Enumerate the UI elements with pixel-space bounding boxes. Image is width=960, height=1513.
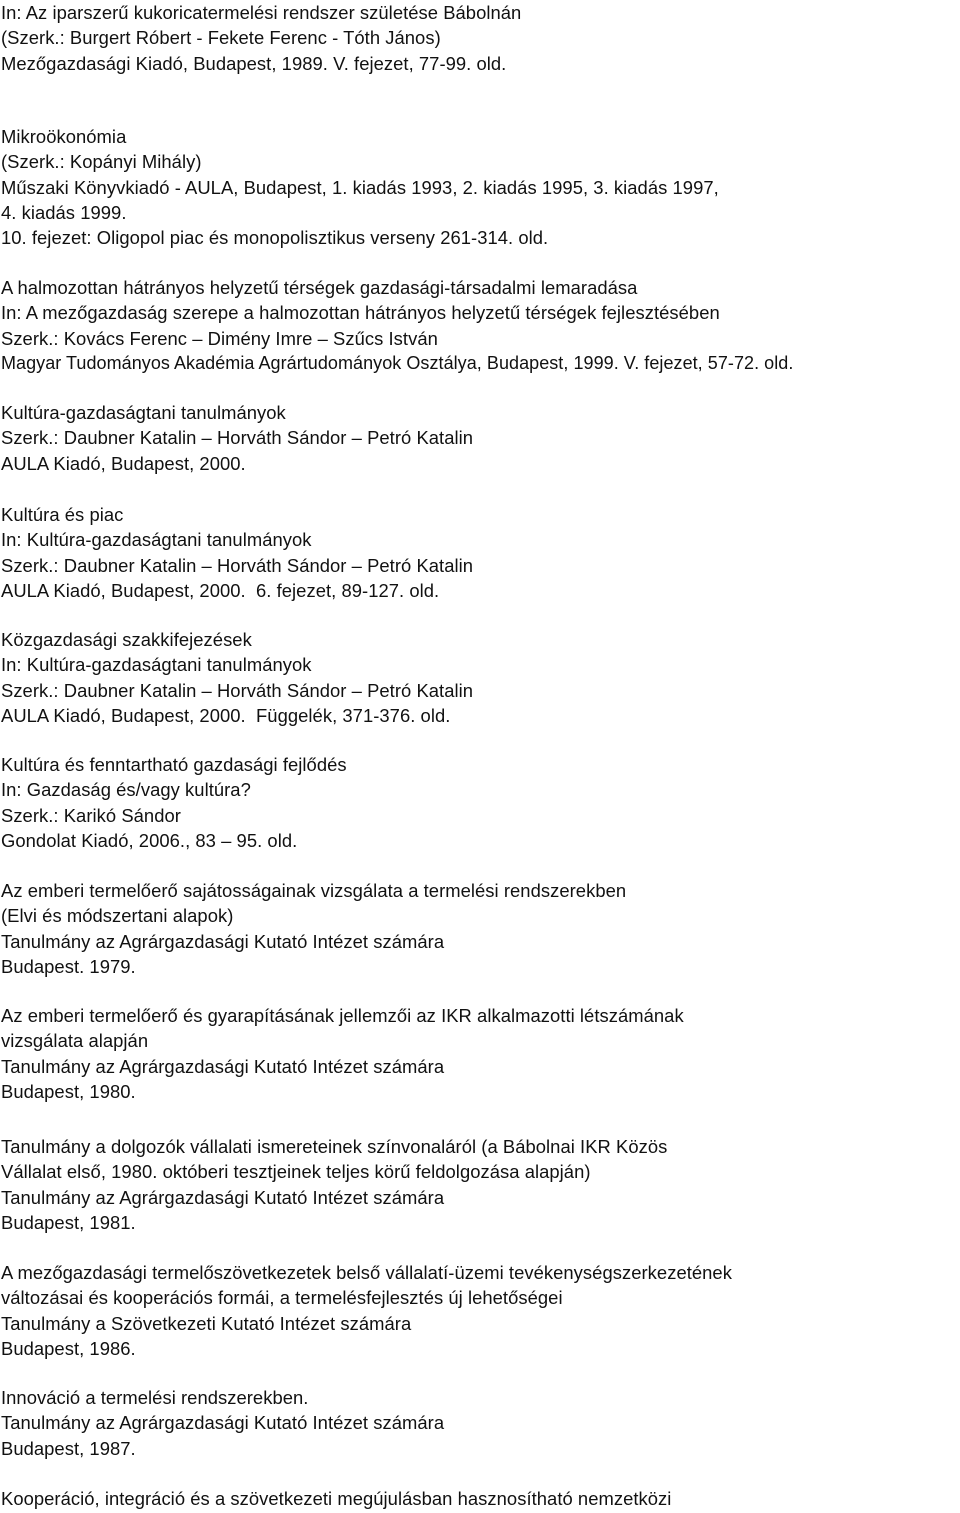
entry-line: Szerk.: Karikó Sándor bbox=[1, 804, 181, 826]
entry-line: Gondolat Kiadó, 2006., 83 – 95. old. bbox=[1, 829, 298, 851]
entry-line: Mezőgazdasági Kiadó, Budapest, 1989. V. fejezet, 77-99. old. bbox=[1, 52, 507, 74]
entry-line: Közgazdasági szakkifejezések bbox=[1, 629, 252, 650]
entry-line: Az emberi termelőerő sajátosságainak vizsgálata a termelési rendszerekben bbox=[1, 880, 627, 901]
entry-line: Budapest, 1986. bbox=[1, 1337, 136, 1359]
entry-line: Budapest, 1980. bbox=[1, 1080, 136, 1102]
entry-line: Magyar Tudományos Akadémia Agrártudományok Osztálya, Budapest, 1999. V. fejezet, 57-72. old. bbox=[1, 352, 794, 373]
entry-line: In: A mezőgazdaság szerepe a halmozottan hátrányos helyzetű térségek fejlesztésében bbox=[1, 302, 720, 324]
entry-line: Budapest, 1987. bbox=[1, 1437, 136, 1459]
bibliography-entry bbox=[1, 275, 793, 376]
entry-line: Szerk.: Daubner Katalin – Horváth Sándor – Petró Katalin bbox=[1, 427, 474, 449]
entry-line: Kultúra és fenntartható gazdasági fejlődés bbox=[1, 754, 347, 775]
entry-line: Tanulmány a Szövetkezeti Kutató Intézet számára bbox=[1, 1312, 412, 1334]
entry-line: Szerk.: Daubner Katalin – Horváth Sándor – Petró Katalin bbox=[1, 679, 474, 701]
bibliography-entry bbox=[1, 1003, 684, 1104]
entry-line: Kooperáció, integráció és a szövetkezeti megújulásban hasznosítható nemzetközi bbox=[1, 1488, 672, 1509]
entry-line: A halmozottan hátrányos helyzetű térségek gazdasági-társadalmi lemaradása bbox=[1, 277, 638, 298]
entry-line: Tanulmány a dolgozók vállalati ismereteinek színvonaláról (a Bábolnai IKR Közös bbox=[1, 1136, 668, 1157]
entry-line: In: Gazdaság és/vagy kultúra? bbox=[1, 779, 251, 801]
entry-line: In: Kultúra-gazdaságtani tanulmányok bbox=[1, 654, 312, 676]
entry-line: Az emberi termelőerő és gyarapításának jellemzői az IKR alkalmazotti létszámának bbox=[1, 1005, 684, 1026]
bibliography-entry bbox=[1, 1385, 444, 1461]
entry-line: Vállalat első, 1980. októberi tesztjeinek teljes körű feldolgozása alapján) bbox=[1, 1161, 591, 1183]
entry-line: In: Kultúra-gazdaságtani tanulmányok bbox=[1, 529, 312, 551]
entry-line: (Szerk.: Burgert Róbert - Fekete Ferenc - Tóth János) bbox=[1, 27, 441, 49]
entry-line: Kultúra-gazdaságtani tanulmányok bbox=[1, 402, 286, 423]
bibliography-entry bbox=[1, 627, 473, 728]
entry-line: Tanulmány az Agrárgazdasági Kutató Intézet számára bbox=[1, 930, 445, 952]
entry-line: AULA Kiadó, Budapest, 2000. Függelék, 371-376. old. bbox=[1, 704, 451, 726]
bibliography-entry bbox=[1, 878, 626, 979]
entry-line: Tanulmány az Agrárgazdasági Kutató Intézet számára bbox=[1, 1412, 445, 1434]
entry-line: A mezőgazdasági termelőszövetkezetek belső vállalatí-üzemi tevékenységszerkezetének bbox=[1, 1262, 732, 1283]
entry-line: vizsgálata alapján bbox=[1, 1030, 149, 1052]
entry-line: Műszaki Könyvkiadó - AULA, Budapest, 1. kiadás 1993, 2. kiadás 1995, 3. kiadás 1997, bbox=[1, 176, 719, 198]
bibliography-entry bbox=[1, 1260, 732, 1361]
bibliography-entry bbox=[1, 752, 347, 853]
entry-line: AULA Kiadó, Budapest, 2000. bbox=[1, 452, 246, 474]
bibliography-entry bbox=[1, 1134, 667, 1235]
entry-line: Innováció a termelési rendszerekben. bbox=[1, 1387, 309, 1408]
entry-line: Kultúra és piac bbox=[1, 504, 124, 525]
entry-line: Budapest, 1981. bbox=[1, 1211, 136, 1233]
bibliography-entry bbox=[1, 124, 719, 250]
entry-line: Budapest. 1979. bbox=[1, 955, 136, 977]
entry-line: (Szerk.: Kopányi Mihály) bbox=[1, 151, 202, 173]
entry-line: 10. fejezet: Oligopol piac és monopolisztikus verseny 261-314. old. bbox=[1, 227, 549, 249]
entry-line: Tanulmány az Agrárgazdasági Kutató Intézet számára bbox=[1, 1055, 445, 1077]
bibliography-entry bbox=[1, 1486, 671, 1511]
entry-line: (Elvi és módszertani alapok) bbox=[1, 905, 234, 927]
entry-line: In: Az iparszerű kukoricatermelési rendszer születése Bábolnán bbox=[1, 2, 522, 23]
entry-line: 4. kiadás 1999. bbox=[1, 201, 127, 223]
entry-line: AULA Kiadó, Budapest, 2000. 6. fejezet, 89-127. old. bbox=[1, 579, 440, 601]
entry-line: Szerk.: Kovács Ferenc – Dimény Imre – Szűcs István bbox=[1, 327, 438, 349]
entry-line: változásai és kooperációs formái, a termelésfejlesztés új lehetőségei bbox=[1, 1287, 563, 1309]
entry-line: Szerk.: Daubner Katalin – Horváth Sándor – Petró Katalin bbox=[1, 554, 474, 576]
entry-line: Mikroökonómia bbox=[1, 126, 127, 147]
entry-line: Tanulmány az Agrárgazdasági Kutató Intézet számára bbox=[1, 1186, 445, 1208]
bibliography-entry bbox=[1, 0, 521, 76]
bibliography-entry bbox=[1, 400, 473, 476]
bibliography-entry bbox=[1, 502, 473, 603]
